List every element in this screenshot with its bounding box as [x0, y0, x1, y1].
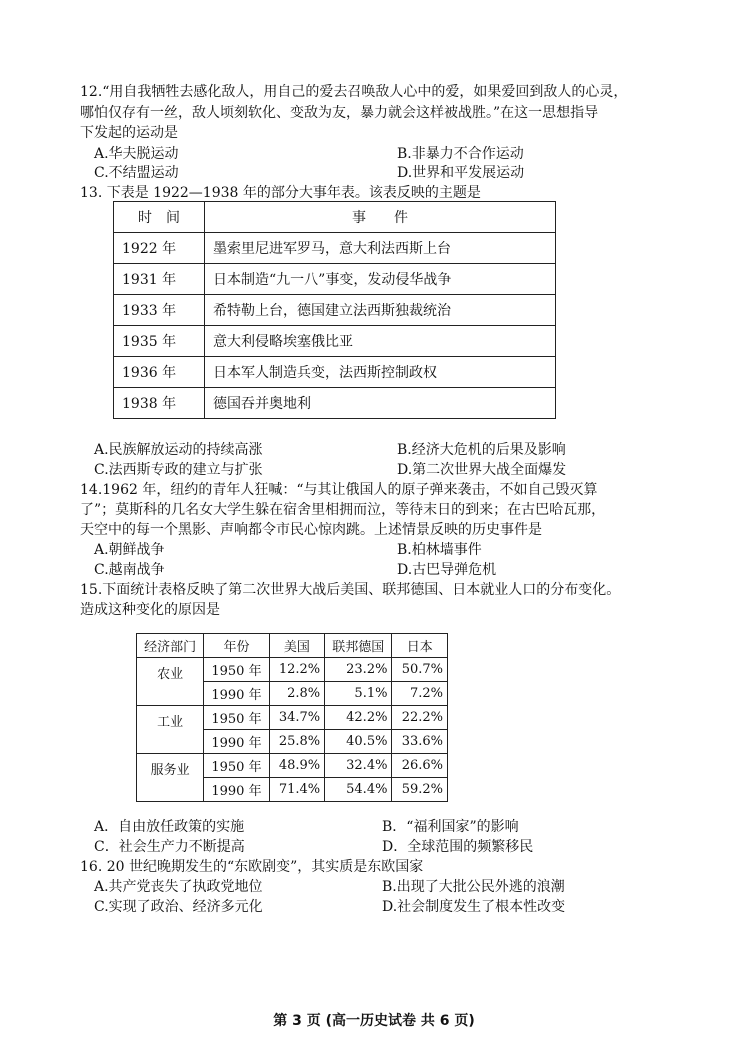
q13-cell-event: 墨索里尼进军罗马，意大利法西斯上台 [205, 233, 556, 264]
q15-header-year: 年份 [204, 634, 269, 658]
q15-cell-year: 1950 年 [204, 658, 269, 682]
table-row [114, 357, 556, 388]
q15-stem-line2: 造成这种变化的原因是 [80, 602, 220, 618]
q12-stem-line1: 12.“用自我牺牲去感化敌人，用自己的爱去召唤敌人心中的爱，如果爱回到敌人的心灵， [80, 84, 628, 100]
q13-header-event: 事 件 [205, 202, 556, 233]
q13-cell-event: 德国吞并奥地利 [205, 388, 556, 419]
q12-option-b: B.非暴力不合作运动 [397, 146, 524, 162]
q13-cell-year: 1938 年 [114, 388, 205, 419]
q15-header-japan: 日本 [392, 634, 448, 658]
q15-option-c: C．社会生产力不断提高 [94, 839, 245, 855]
q13-cell-event: 希特勒上台，德国建立法西斯独裁统治 [205, 295, 556, 326]
q15-cell-japan: 59.2% [392, 778, 448, 802]
q13-stem: 13. 下表是 1922—1938 年的部分大事年表。该表反映的主题是 [80, 185, 481, 201]
q15-header-usa: 美国 [269, 634, 325, 658]
page-footer: 第 3 页 (高一历史试卷 共 6 页) [273, 1013, 475, 1029]
q15-cell-japan: 50.7% [392, 658, 448, 682]
table-row [114, 233, 556, 264]
q15-option-a: A．自由放任政策的实施 [94, 819, 245, 835]
q13-cell-year: 1936 年 [114, 357, 205, 388]
table-row [137, 754, 448, 778]
q14-option-b: B.柏林墙事件 [397, 542, 482, 558]
q13-cell-event: 日本制造“九一八”事变，发动侵华战争 [205, 264, 556, 295]
q15-cell-frg: 40.5% [325, 730, 392, 754]
q15-cell-japan: 26.6% [392, 754, 448, 778]
q15-cell-year: 1990 年 [204, 778, 269, 802]
q15-cell-usa: 25.8% [269, 730, 325, 754]
q12-stem-line2: 哪怕仅存有一丝，敌人顷刻软化、变敌为友，暴力就会这样被战胜。”在这一思想指导 [80, 105, 599, 121]
q15-cell-year: 1950 年 [204, 754, 269, 778]
q13-option-a: A.民族解放运动的持续高涨 [94, 442, 263, 458]
q15-header-frg: 联邦德国 [325, 634, 392, 658]
q13-option-c: C.法西斯专政的建立与扩张 [94, 462, 263, 478]
q15-cell-year: 1950 年 [204, 706, 269, 730]
q13-cell-year: 1933 年 [114, 295, 205, 326]
q15-cell-japan: 22.2% [392, 706, 448, 730]
q12-option-d: D.世界和平发展运动 [397, 165, 525, 181]
q15-header-dept: 经济部门 [137, 634, 204, 658]
q15-dept-services: 服务业 [137, 754, 204, 802]
q13-cell-event: 日本军人制造兵变，法西斯控制政权 [205, 357, 556, 388]
q15-dept-industry: 工业 [137, 706, 204, 754]
q14-option-a: A.朝鲜战争 [94, 542, 165, 558]
q15-cell-usa: 2.8% [269, 682, 325, 706]
q15-cell-usa: 48.9% [269, 754, 325, 778]
q14-stem-line3: 天空中的每一个黑影、声响都令市民心惊肉跳。上述情景反映的历史事件是 [80, 522, 542, 538]
q14-option-c: C.越南战争 [94, 562, 165, 578]
q13-cell-year: 1922 年 [114, 233, 205, 264]
q13-cell-year: 1931 年 [114, 264, 205, 295]
q15-employment-table [136, 633, 448, 802]
q15-cell-year: 1990 年 [204, 682, 269, 706]
q16-option-c: C.实现了政治、经济多元化 [94, 899, 263, 915]
q14-stem-line1: 14.1962 年，纽约的青年人狂喊：“与其让俄国人的原子弹来袭击，不如自己毁灭算 [80, 482, 598, 498]
q15-cell-frg: 32.4% [325, 754, 392, 778]
table-row [114, 264, 556, 295]
q14-stem-line2: 了”；莫斯科的几名女大学生躲在宿舍里相拥而泣，等待末日的到来；在古巴哈瓦那， [80, 502, 606, 518]
q16-option-b: B.出现了大批公民外逃的浪潮 [382, 879, 565, 895]
q12-stem-line3: 下发起的运动是 [80, 125, 178, 141]
q15-option-d: D．全球范围的频繁移民 [382, 839, 534, 855]
q15-cell-frg: 23.2% [325, 658, 392, 682]
q13-header-time: 时 间 [114, 202, 205, 233]
q12-option-a: A.华夫脱运动 [94, 146, 179, 162]
q15-cell-usa: 12.2% [269, 658, 325, 682]
table-row [114, 295, 556, 326]
q15-cell-frg: 42.2% [325, 706, 392, 730]
q15-stem-line1: 15.下面统计表格反映了第二次世界大战后美国、联邦德国、日本就业人口的分布变化。 [80, 582, 621, 598]
q15-option-b: B．“福利国家”的影响 [382, 819, 519, 835]
table-row [114, 326, 556, 357]
q12-option-c: C.不结盟运动 [94, 165, 179, 181]
q15-cell-usa: 34.7% [269, 706, 325, 730]
q16-option-a: A.共产党丧失了执政党地位 [94, 879, 263, 895]
q13-cell-year: 1935 年 [114, 326, 205, 357]
q13-option-d: D.第二次世界大战全面爆发 [397, 462, 567, 478]
q14-option-d: D.古巴导弹危机 [397, 562, 497, 578]
table-row [114, 388, 556, 419]
q15-cell-frg: 54.4% [325, 778, 392, 802]
q15-cell-year: 1990 年 [204, 730, 269, 754]
q13-option-b: B.经济大危机的后果及影响 [397, 442, 566, 458]
q15-cell-japan: 7.2% [392, 682, 448, 706]
table-row [137, 658, 448, 682]
q16-stem: 16. 20 世纪晚期发生的“东欧剧变”，其实质是东欧国家 [80, 859, 424, 875]
q15-dept-agriculture: 农业 [137, 658, 204, 706]
q13-events-table [113, 201, 556, 419]
q13-cell-event: 意大利侵略埃塞俄比亚 [205, 326, 556, 357]
q15-cell-usa: 71.4% [269, 778, 325, 802]
table-row [137, 706, 448, 730]
q15-cell-japan: 33.6% [392, 730, 448, 754]
q15-cell-frg: 5.1% [325, 682, 392, 706]
q16-option-d: D.社会制度发生了根本性改变 [382, 899, 566, 915]
